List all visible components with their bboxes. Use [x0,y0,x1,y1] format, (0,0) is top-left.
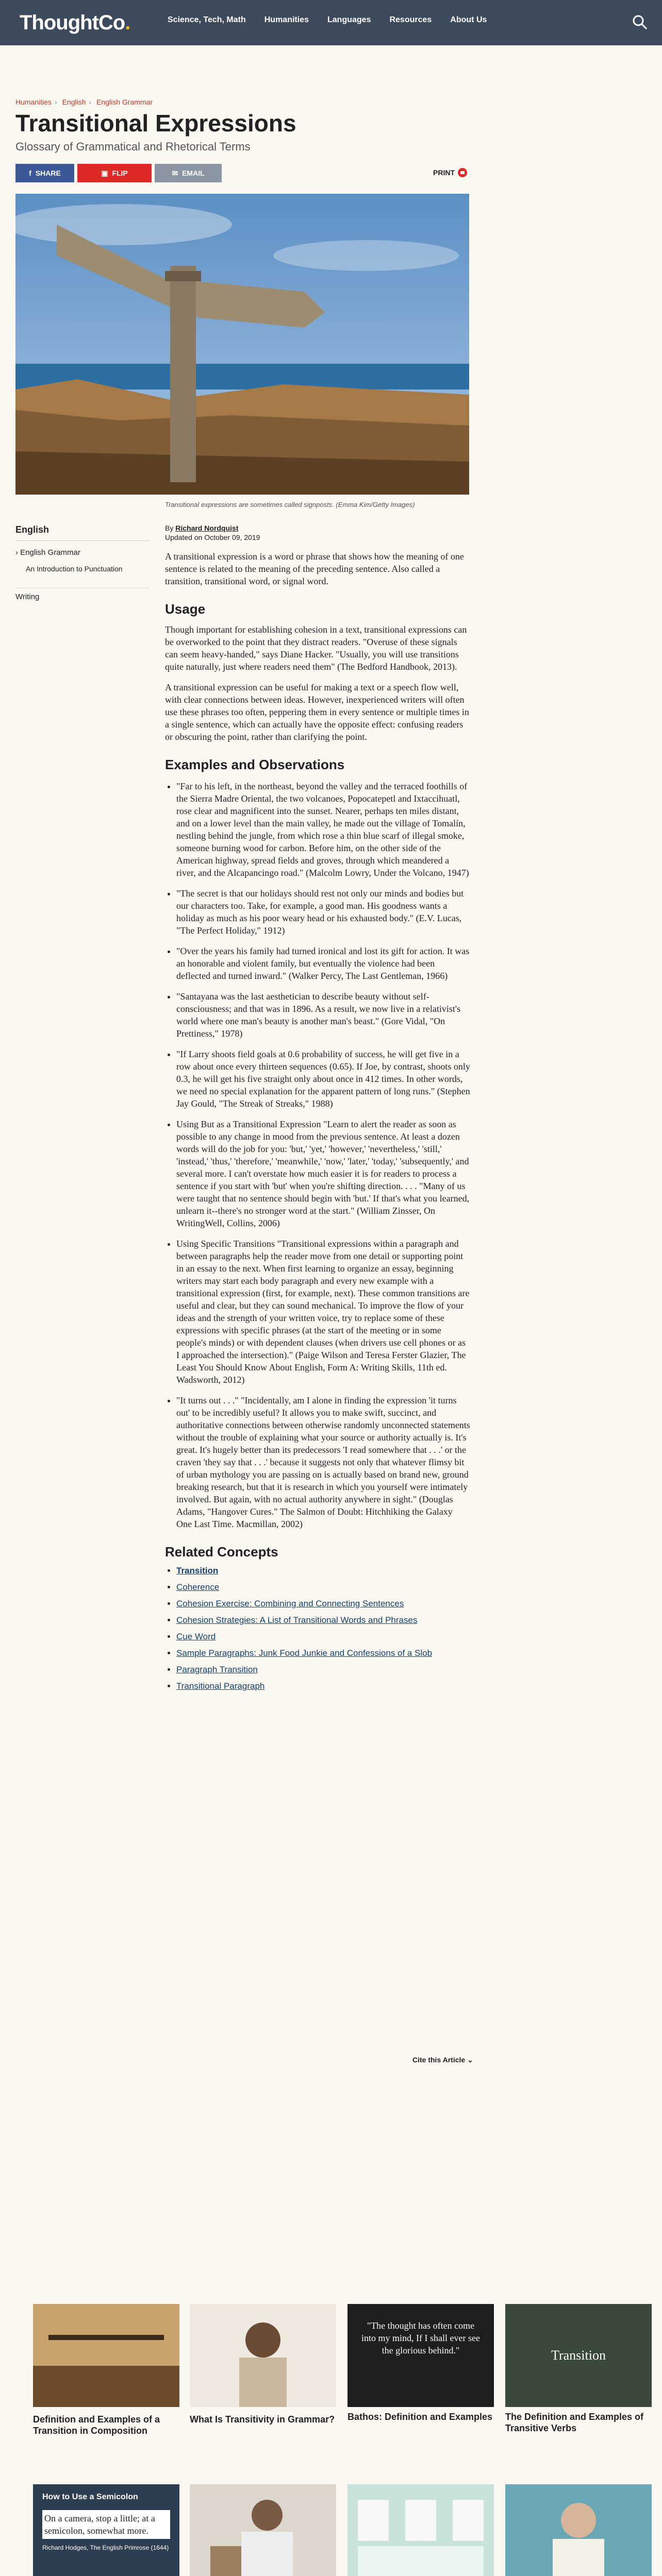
related-article-card[interactable] [505,2484,652,2576]
example-item: • "Santayana was the last aesthetician to describe beauty without self-consciousness; and that was in 1896. As a result, we now live in a relativist's world where one man's beauty is another man's beast." (Gore Vidal, "On Prettiness," 1978) [176,990,470,1040]
sidebar [15,524,150,601]
related-article-card[interactable] [33,2304,179,2436]
breadcrumb-english-grammar[interactable]: English Grammar [96,98,153,106]
nav-resources[interactable]: Resources [389,15,432,24]
updated-date: Updated on October 09, 2019 [165,533,260,541]
nav-science[interactable]: Science, Tech, Math [168,15,246,24]
flipboard-icon: ▣ [101,168,108,177]
hero-image-signpost [15,194,469,495]
top-navigation-bar [0,0,662,45]
printer-icon [458,168,467,177]
card-thumb-quote: On a camera, stop a little; at a semicolon, somewhat more. [42,2510,170,2539]
card-thumbnail: Transition [505,2304,652,2407]
related-link[interactable]: Transition [176,1566,219,1575]
related-link[interactable]: Coherence [176,1582,220,1592]
usage-paragraph-2: A transitional expression can be useful for making a text or a speech flow well, with clear connections between ideas. However, inexperienced writers will often use these phrases too often, peppering them in every sentence or multiple times in a single sentence, which can actually have the opposite effect: confusing readers or obscuring the point, rather than clarifying the point. [165,682,469,742]
site-logo[interactable]: ThoughtCo. [20,11,130,34]
author-link[interactable]: Richard Nordquist [175,524,239,532]
nav-about[interactable]: About Us [450,15,487,24]
related-link[interactable]: Cue Word [176,1632,216,1641]
examples-list [165,780,470,1530]
related-heading: Related Concepts [165,1544,278,1560]
card-title: The Definition and Examples of Transitive Verbs [505,2412,644,2433]
related-link[interactable]: Sample Paragraphs: Junk Food Junkie and Confessions of a Slob [176,1648,433,1658]
related-article-card[interactable] [33,2484,179,2576]
sidebar-item-english-grammar[interactable]: › English Grammar [15,548,80,557]
related-link[interactable]: Paragraph Transition [176,1665,258,1674]
example-item: • "The secret is that our holidays should rest not only our minds and bodies but our characters too. Take, for example, a good man. His goodness wants a holiday as much as his poor weary head or his exhausted body." (E.V. Lucas, "The Perfect Holiday," 1912) [176,887,470,937]
related-article-card[interactable] [505,2304,652,2434]
card-thumbnail [33,2484,179,2576]
nav-languages[interactable]: Languages [327,15,371,24]
examples-heading: Examples and Observations [165,757,345,772]
page-title: Transitional Expressions [15,110,296,137]
related-link[interactable]: Cohesion Exercise: Combining and Connecting Sentences [176,1599,404,1608]
breadcrumb-english[interactable]: English [62,98,86,106]
email-icon: ✉ [172,168,178,177]
intro-paragraph: A transitional expression is a word or phrase that shows how the meaning of one sentence is related to the meaning of the preceding sentence. Also called a transition, transitional word, or signal word. [165,551,464,586]
related-concepts-list [165,1565,470,1692]
example-item: • "It turns out . . ." "Incidentally, am I alone in finding the expression 'it turns out' to be incredibly useful? It allows you to make swift, succinct, and authoritative connections between otherwise randomly unconnected statements without the trouble of explaining what your source or authority actually is. It's great. It's hugely better than its predecessors 'I read somewhere that . . .' or the craven 'they say that . . .' because it suggests not only that whatever flimsy bit of urban mythology you are passing on is actually based on brand new, ground breaking research, but that it is research in which you yourself were intimately involved. But again, with no actual authority anywhere in sight." (Douglas Adams, "Hangover Cures." The Salmon of Doubt: Hitchhiking the Galaxy One Last Time. Macmillan, 2002) [176,1394,470,1530]
share-email-button[interactable]: ✉ EMAIL [155,164,222,182]
card-thumbnail: "The thought has often come into my mind, If I shall ever see the glorious behind." [347,2304,494,2407]
breadcrumb-separator: › [89,98,92,106]
print-button[interactable]: PRINT [433,168,467,177]
sidebar-item-punctuation[interactable]: An Introduction to Punctuation [26,565,123,573]
card-thumbnail [190,2304,336,2407]
card-title: Definition and Examples of a Transition in Composition [33,2414,160,2436]
related-article-card[interactable] [190,2304,336,2425]
card-title: Bathos: Definition and Examples [347,2412,493,2422]
card-thumbnail [505,2484,652,2576]
usage-heading: Usage [165,601,206,617]
chevron-down-icon: ⌄ [467,2056,473,2064]
usage-paragraph-1: Though important for establishing cohesion in a text, transitional expressions can be overworked to the point that they distract readers. "Overuse of these signals can seem heavy-handed," says Diane Hacker. "Usually, you will use transitions quite naturally, just where readers need them" (The Bedford Handbook, 2013). [165,624,467,672]
related-article-card[interactable] [347,2484,494,2576]
example-item: • "If Larry shoots field goals at 0.6 probability of success, he will get five in a row about once every thirteen sequences (0.65). If Joe, by contrast, shoots only 0.3, he will get his five straight only about once in 412 times. In other words, we need no special explanation for the apparent pattern of long runs." (Stephen Jay Gould, "The Streak of Streaks," 1988) [176,1048,470,1110]
card-title: What Is Transitivity in Grammar? [190,2414,335,2425]
main-nav [168,15,487,25]
share-facebook-button[interactable]: f SHARE [15,164,74,182]
sidebar-section-english[interactable]: English [15,524,150,541]
image-caption: Transitional expressions are sometimes called signposts. (Emma Kim/Getty Images) [165,501,415,509]
card-thumb-author: Richard Hodges, The English Primrose (1644) [42,2544,169,2551]
card-thumbnail [347,2484,494,2576]
example-item: • Using Specific Transitions "Transitional expressions within a paragraph and between paragraphs help the reader move from one detail or supporting point in an essay to the next. When first learning to organize an essay, beginning writers may start each body paragraph and every new example with a transitional expression (first, for example, next). These common transitions are useful and clear, but they can sound mechanical. To improve the flow of your ideas and the strength of your written voice, try to replace some of these expressions with specific phrases (at the start of the meeting or in some people's minds) or with dependent clauses (when drivers use cell phones or as I approached the intersection)." (Paige Wilson and Teresa Ferster Glazier, The Least You Should Know About English, Form A: Writing Skills, 11th ed. Wadsworth, 2012) [176,1238,470,1386]
card-thumbnail [33,2304,179,2407]
related-article-card[interactable] [347,2304,494,2422]
example-item: • "Far to his left, in the northeast, beyond the valley and the terraced foothills of the Sierra Madre Oriental, the two volcanoes, Popocatepetl and Ixtaccihuatl, rose clear and magnificent into the sunset. Nearer, perhaps ten miles distant, and on a lower level than the main valley, he made out the village of Tomalín, nestling behind the jungle, from which rose a thin blue scarf of illegal smoke, someone burning wood for carbon. Before him, on the other side of the American highway, spread fields and groves, through which meandered a river, and the Alcapancingo road." (Malcolm Lowry, Under the Volcano, 1947) [176,780,470,879]
example-item: • "Over the years his family had turned ironical and lost its gift for action. It was an honorable and violent family, but eventually the violence had been deflected and turned inward." (Walker Percy, The Last Gentleman, 1966) [176,945,470,982]
related-article-card[interactable] [190,2484,336,2576]
sidebar-item-writing[interactable]: Writing [15,588,150,601]
related-link[interactable]: Transitional Paragraph [176,1681,265,1691]
nav-humanities[interactable]: Humanities [264,15,309,24]
cite-article-button[interactable]: Cite this Article ⌄ [412,2056,473,2064]
breadcrumb-separator: › [55,98,57,106]
facebook-icon: f [29,169,31,177]
byline: By Richard Nordquist Updated on October 09, 2019 [165,524,260,541]
related-link[interactable]: Cohesion Strategies: A List of Transitional Words and Phrases [176,1615,418,1625]
card-thumbnail [190,2484,336,2576]
article-body [165,523,470,1697]
search-icon[interactable] [632,14,648,30]
example-item: • Using But as a Transitional Expression "Learn to alert the reader as soon as possible to any change in mood from the previous sentence. At least a dozen words will do the job for you: 'but,' 'yet,' 'however,' 'nevertheless,' 'still,' 'instead,' 'thus,' 'therefore,' 'meanwhile,' 'now,' 'later,' 'today,' 'subsequently,' and several more. I can't overstate how much easier it is for readers to process a sentence if you start with 'but' when you're shifting direction. . . . "Many of us were taught that no sentence should begin with 'but.' If that's what you learned, unlearn it--there's no stronger word at the start." (William Zinsser, On WritingWell, Collins, 2006) [176,1118,470,1229]
chevron-right-icon: › [15,548,18,557]
breadcrumb-humanities[interactable]: Humanities [15,98,52,106]
page-subtitle: Glossary of Grammatical and Rhetorical Terms [15,140,251,153]
card-thumb-title: How to Use a Semicolon [42,2493,138,2501]
breadcrumb [15,98,153,106]
share-flipboard-button[interactable]: ▣ FLIP [77,164,152,182]
